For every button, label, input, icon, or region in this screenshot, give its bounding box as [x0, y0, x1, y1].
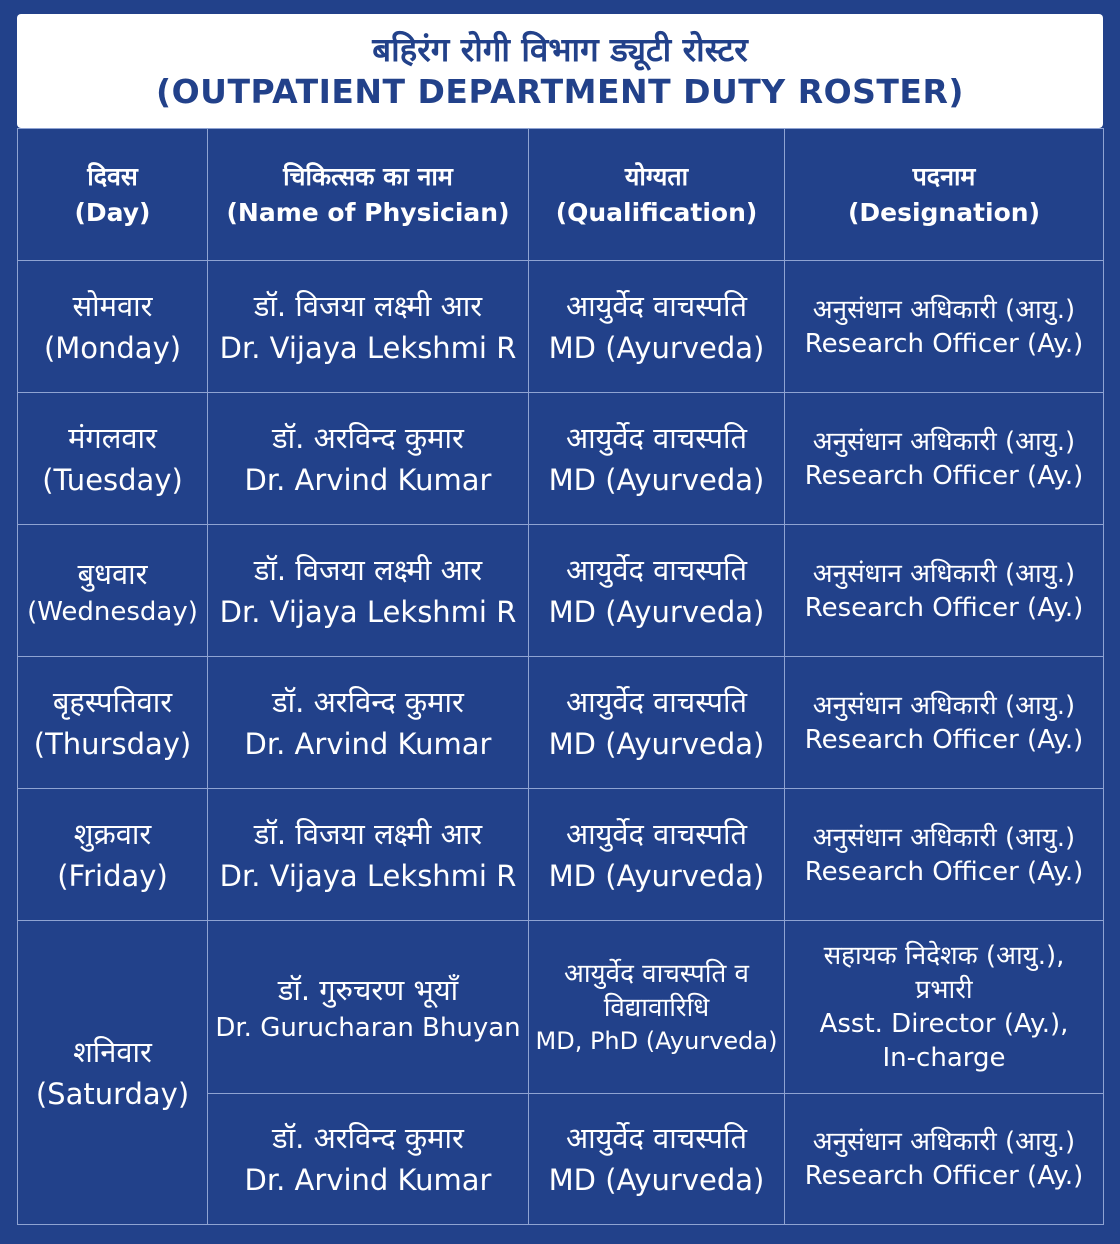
designation-en: Research Officer (Ay.) [804, 328, 1084, 359]
physician-hi: डॉ. विजया लक्ष्मी आर [253, 288, 483, 323]
qualification-cell [529, 393, 785, 525]
physician-cell [208, 1094, 529, 1225]
physician-cell [208, 393, 529, 525]
qualification-hi: आयुर्वेद वाचस्पति [565, 1121, 748, 1155]
day-cell [18, 393, 208, 525]
physician-cell [208, 789, 529, 921]
table-row [18, 789, 1104, 921]
day-cell [18, 921, 208, 1225]
header-qualification [529, 129, 785, 261]
physician-en: Dr. Arvind Kumar [244, 1163, 492, 1197]
physician-en: Dr. Gurucharan Bhuyan [215, 1013, 521, 1043]
header-designation-en: (Designation) [847, 197, 1041, 227]
duty-roster-table [17, 128, 1104, 1225]
designation-hi: अनुसंधान अधिकारी (आयु.) [812, 294, 1076, 325]
header-day-en: (Day) [74, 197, 151, 227]
day-en: (Monday) [43, 330, 182, 365]
qualification-hi: आयुर्वेद वाचस्पति [565, 288, 748, 323]
qualification-en: MD (Ayurveda) [548, 726, 765, 761]
day-cell [18, 261, 208, 393]
day-hi: सोमवार [72, 288, 153, 323]
designation-en: Research Officer (Ay.) [804, 460, 1084, 491]
header-qualification-hi: योग्यता [624, 161, 689, 191]
day-hi: बृहस्पतिवार [52, 684, 173, 719]
designation-hi: अनुसंधान अधिकारी (आयु.) [812, 1127, 1076, 1157]
qualification-cell [529, 1094, 785, 1225]
designation-hi: अनुसंधान अधिकारी (आयु.) [812, 690, 1076, 721]
designation-cell [785, 261, 1104, 393]
title-hindi: बहिरंग रोगी विभाग ड्यूटी रोस्टर [372, 30, 748, 69]
day-hi: शनिवार [73, 1034, 152, 1069]
header-physician-hi: चिकित्सक का नाम [283, 161, 453, 191]
title-english: (OUTPATIENT DEPARTMENT DUTY ROSTER) [156, 72, 964, 111]
table-row [18, 525, 1104, 657]
table-row [18, 921, 1104, 1094]
qualification-en: MD (Ayurveda) [548, 330, 765, 365]
designation-cell [785, 657, 1104, 789]
physician-en: Dr. Arvind Kumar [244, 726, 492, 761]
day-cell [18, 525, 208, 657]
qualification-cell [529, 921, 785, 1094]
designation-en-line2: In-charge [882, 1043, 1006, 1073]
day-cell [18, 657, 208, 789]
title-banner [17, 14, 1103, 128]
qualification-hi-line2: विद्यावारिधि [603, 992, 710, 1023]
designation-cell [785, 921, 1104, 1094]
header-day [18, 129, 208, 261]
designation-en: Research Officer (Ay.) [804, 724, 1084, 755]
physician-en: Dr. Vijaya Lekshmi R [219, 858, 517, 893]
designation-hi: अनुसंधान अधिकारी (आयु.) [812, 558, 1076, 589]
designation-hi-line2: प्रभारी [915, 975, 973, 1005]
header-physician-en: (Name of Physician) [226, 197, 510, 227]
physician-cell [208, 921, 529, 1094]
day-en: (Saturday) [35, 1076, 190, 1111]
physician-hi: डॉ. अरविन्द कुमार [272, 420, 464, 455]
designation-en-line1: Asst. Director (Ay.), [819, 1009, 1069, 1039]
day-hi: मंगलवार [68, 420, 157, 455]
physician-cell [208, 657, 529, 789]
physician-hi: डॉ. अरविन्द कुमार [272, 1121, 464, 1155]
physician-hi: डॉ. विजया लक्ष्मी आर [253, 552, 483, 587]
qualification-hi: आयुर्वेद वाचस्पति [565, 684, 748, 719]
day-cell [18, 789, 208, 921]
header-row [18, 129, 1104, 261]
table-row [18, 657, 1104, 789]
qualification-hi: आयुर्वेद वाचस्पति [565, 420, 748, 455]
header-physician [208, 129, 529, 261]
header-designation [785, 129, 1104, 261]
physician-hi: डॉ. गुरुचरण भूयाँ [277, 973, 459, 1007]
header-day-hi: दिवस [87, 161, 138, 191]
designation-cell [785, 789, 1104, 921]
physician-hi: डॉ. विजया लक्ष्मी आर [253, 816, 483, 851]
physician-cell [208, 525, 529, 657]
header-designation-hi: पदनाम [912, 161, 976, 191]
qualification-en: MD (Ayurveda) [548, 462, 765, 497]
designation-hi-line1: सहायक निदेशक (आयु.), [823, 941, 1065, 971]
designation-en: Research Officer (Ay.) [804, 856, 1084, 887]
qualification-hi: आयुर्वेद वाचस्पति [565, 552, 748, 587]
qualification-hi-line1: आयुर्वेद वाचस्पति व [563, 958, 750, 989]
qualification-en: MD (Ayurveda) [548, 1163, 765, 1197]
designation-hi: अनुसंधान अधिकारी (आयु.) [812, 426, 1076, 457]
qualification-cell [529, 657, 785, 789]
qualification-en: MD (Ayurveda) [548, 858, 765, 893]
designation-cell [785, 393, 1104, 525]
designation-hi: अनुसंधान अधिकारी (आयु.) [812, 822, 1076, 853]
physician-en: Dr. Arvind Kumar [244, 462, 492, 497]
header-qualification-en: (Qualification) [555, 197, 758, 227]
day-hi: शुक्रवार [73, 816, 152, 851]
day-en: (Wednesday) [27, 596, 198, 627]
designation-cell [785, 525, 1104, 657]
day-en: (Tuesday) [42, 462, 183, 497]
designation-en: Research Officer (Ay.) [804, 1161, 1084, 1191]
physician-en: Dr. Vijaya Lekshmi R [219, 330, 517, 365]
qualification-cell [529, 789, 785, 921]
physician-en: Dr. Vijaya Lekshmi R [219, 594, 517, 629]
qualification-en: MD (Ayurveda) [548, 594, 765, 629]
table-row [18, 393, 1104, 525]
qualification-cell [529, 261, 785, 393]
day-en: (Friday) [57, 858, 168, 893]
qualification-hi: आयुर्वेद वाचस्पति [565, 816, 748, 851]
designation-cell [785, 1094, 1104, 1225]
qualification-cell [529, 525, 785, 657]
day-en: (Thursday) [33, 726, 192, 761]
physician-cell [208, 261, 529, 393]
table-row [18, 261, 1104, 393]
physician-hi: डॉ. अरविन्द कुमार [272, 684, 464, 719]
qualification-en: MD, PhD (Ayurveda) [535, 1026, 778, 1055]
designation-en: Research Officer (Ay.) [804, 592, 1084, 623]
day-hi: बुधवार [77, 556, 148, 591]
